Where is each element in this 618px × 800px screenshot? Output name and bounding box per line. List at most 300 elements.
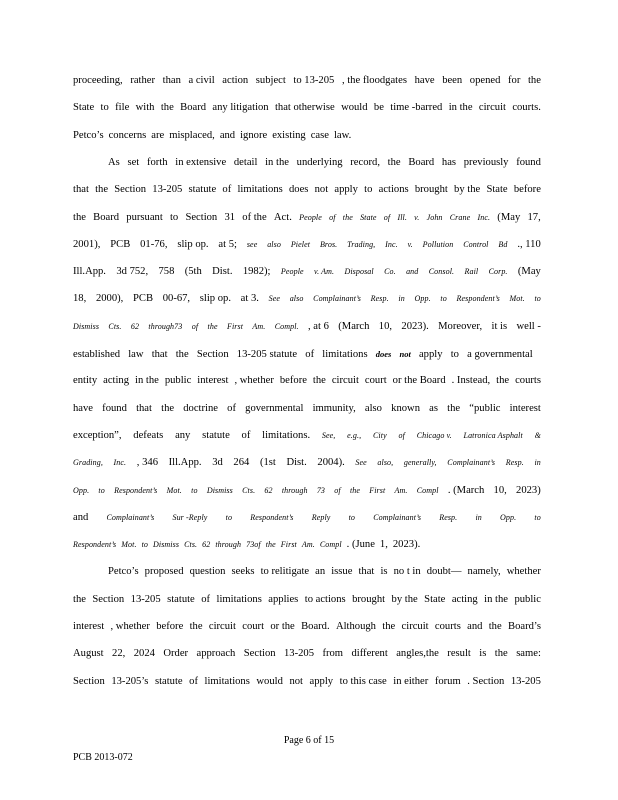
word: 1982); (242, 266, 271, 278)
citation-word: see (246, 239, 258, 249)
word: namely, (467, 566, 501, 578)
word: and (219, 129, 236, 141)
citation-word: through (281, 485, 308, 495)
citation-word: Resp. (439, 512, 458, 522)
citation-word: Respondent’s (114, 485, 158, 495)
word: approach (196, 648, 236, 660)
citation-word: the (342, 212, 353, 222)
citation-word: John (426, 212, 443, 222)
citation-word: First (369, 485, 386, 495)
citation-word: Inc. (113, 458, 127, 468)
word: of (241, 429, 251, 441)
word: 13-205 (284, 648, 315, 660)
citation-word: Respondent’s (456, 294, 500, 304)
word: not (314, 184, 329, 196)
citation-word: Reply (311, 512, 331, 522)
word: in extensive (175, 156, 227, 168)
citation-word: Bros. (319, 239, 338, 249)
word: doctrine (183, 402, 218, 414)
word: acting (103, 375, 130, 387)
word: the (488, 621, 502, 632)
page-number: 6 (305, 735, 311, 746)
word: statute (188, 184, 217, 196)
word: the (387, 156, 401, 168)
word: Moreover, (438, 320, 483, 332)
citation-word: City (372, 430, 387, 440)
word: Although (335, 621, 376, 632)
word: not (289, 675, 303, 687)
citation-word: Cts. (184, 540, 198, 550)
word: court (242, 621, 265, 632)
citation-word: Am. (301, 540, 315, 550)
citation-word: v. Am. (314, 267, 335, 277)
word: slip op. (199, 293, 231, 305)
citation-word: People (280, 267, 304, 277)
word: Board’s (508, 621, 541, 632)
word: apply (309, 675, 334, 687)
word: statute (202, 429, 230, 441)
word: of the (242, 211, 267, 223)
word: that (73, 184, 89, 196)
word: State (486, 184, 508, 196)
word: any litigation (212, 102, 269, 114)
word: action (222, 75, 249, 86)
word: public (514, 593, 541, 605)
word: Order (163, 648, 189, 660)
word: 01-76, (140, 238, 168, 250)
word: Dist. (286, 457, 307, 469)
citation-word: also (267, 239, 281, 249)
word: does (288, 184, 309, 196)
word: the (189, 621, 203, 632)
word: 18, (73, 293, 87, 305)
citation-word: Am. (252, 321, 266, 331)
text-line (73, 456, 541, 470)
word: 1, (379, 539, 388, 551)
word: any (175, 429, 191, 441)
word: misplaced, (169, 129, 215, 141)
word: file (115, 102, 130, 114)
word: by the (391, 593, 418, 605)
word: , whether (234, 375, 274, 387)
citation-word: Co. (384, 267, 396, 277)
word: 31 (224, 211, 236, 223)
citation-word: People (299, 212, 322, 222)
word: found (516, 156, 541, 168)
word: interest (509, 402, 541, 414)
word: the (73, 593, 86, 605)
emphasis-word: does (375, 349, 392, 359)
word: to (169, 211, 179, 223)
citation-word: 62 (264, 485, 273, 495)
word: . (June (346, 539, 375, 551)
citation-word: the (349, 485, 361, 495)
word: . (March (447, 484, 485, 496)
word: rather (130, 75, 156, 86)
citation-word: Compl (319, 540, 342, 550)
word: . Section (467, 675, 505, 687)
word: from (322, 648, 344, 660)
citation-word: to (191, 485, 198, 495)
citation-word: Resp. (505, 458, 524, 468)
text-line (73, 675, 541, 689)
word: that otherwise (274, 102, 335, 114)
word: , 346 (136, 457, 158, 469)
citation-word: Trading, (347, 239, 376, 249)
word: As (108, 156, 120, 168)
word: 13-205 (152, 184, 183, 196)
word: interest (73, 621, 105, 632)
word: concerns (108, 129, 147, 141)
word: that (151, 349, 168, 360)
citation-word: & (534, 430, 541, 440)
word: 2001), (73, 238, 101, 250)
word: pursuant (126, 211, 163, 223)
word: public (164, 375, 192, 387)
word: to (364, 184, 373, 196)
citation-word: First (226, 321, 244, 331)
text-line (73, 292, 541, 306)
citation-word: to (98, 485, 105, 495)
word: opened (469, 75, 501, 86)
word: limitations (204, 675, 250, 687)
word: ignore (240, 129, 268, 141)
word: to this case (339, 675, 387, 687)
word: established (73, 349, 121, 360)
word: result (447, 648, 471, 660)
word: brought (414, 184, 448, 196)
word: the (312, 375, 326, 387)
word: question (189, 566, 226, 578)
word: the (175, 349, 189, 360)
word: Board (180, 102, 207, 114)
word: circuit (208, 621, 236, 632)
word: the (160, 102, 174, 114)
word: 2024 (133, 648, 155, 660)
word: to relitigate (260, 566, 310, 578)
word: circuit (401, 621, 429, 632)
word: different (351, 648, 388, 660)
text-line (73, 593, 541, 607)
citation-word: in (534, 458, 541, 468)
word: 13-205’s (111, 675, 149, 687)
text-line (73, 238, 541, 252)
word: Board. (301, 621, 330, 632)
word: found (102, 402, 127, 414)
word: , the floodgates (341, 75, 407, 86)
word: previously (463, 156, 509, 168)
word: whether (506, 566, 541, 578)
text-line (108, 565, 541, 579)
word: statute (154, 675, 183, 687)
word: 17, (527, 211, 541, 223)
word: governmental (245, 402, 304, 414)
word: is (479, 648, 487, 660)
word: of (189, 675, 198, 687)
word: or the (270, 621, 295, 632)
text-line (73, 320, 541, 334)
citation-word: to (534, 294, 541, 304)
word: limitations (322, 349, 368, 360)
text-line (73, 620, 541, 634)
citation-word: in (398, 294, 405, 304)
word: seeks (231, 566, 255, 578)
citation-word: Latronica Asphalt (463, 430, 523, 440)
word: 2023). (401, 320, 429, 332)
text-line (73, 74, 541, 88)
word: court (364, 375, 387, 387)
word: 13-205 (130, 593, 161, 605)
text-line (73, 647, 541, 661)
word: subject (255, 75, 286, 86)
word: State (424, 593, 446, 605)
citation-word: the (265, 540, 276, 550)
word: forth (146, 156, 168, 168)
citation-word: See (355, 458, 367, 468)
word: Section (196, 349, 229, 360)
text-line (73, 183, 541, 197)
word: would (256, 675, 283, 687)
citation-word: of (383, 212, 391, 222)
word: Section (243, 648, 276, 660)
citation-word: Pielet (290, 239, 311, 249)
word: at 3. (240, 293, 259, 305)
citation-word: to (534, 512, 541, 522)
word: Dist. (212, 266, 233, 278)
citation-word: generally, (403, 458, 437, 468)
citation-word: Ill. (397, 212, 407, 222)
word: of (201, 593, 211, 605)
word: interest (197, 375, 229, 387)
citation-word: Corp. (488, 267, 508, 277)
citation-word: Opp. (500, 512, 517, 522)
word: 2023) (516, 484, 541, 496)
text-line (73, 429, 541, 443)
word: Ill.App. (73, 266, 106, 278)
word: are (151, 129, 165, 141)
citation-word: Complainant’s (447, 458, 496, 468)
word: have (414, 75, 435, 86)
word: 3d (212, 457, 223, 469)
citation-word: Dismiss (153, 540, 180, 550)
text-line (73, 484, 541, 498)
citation-word: of (191, 321, 199, 331)
text-line (73, 538, 541, 552)
word: before (279, 375, 307, 387)
word: limitations. (262, 429, 311, 441)
word: angles,the (396, 648, 439, 660)
citation-word: Complainant’s (106, 512, 155, 522)
word: of (222, 184, 232, 196)
word: before (513, 184, 541, 196)
citation-word: to (225, 512, 233, 522)
word: Board (408, 156, 435, 168)
citation-word: Resp. (370, 294, 389, 304)
word: Section (73, 675, 105, 687)
word: the (382, 621, 396, 632)
word: State (73, 102, 95, 114)
citation-word: Control (463, 239, 489, 249)
citation-word: Respondent’s (250, 512, 294, 522)
word: at 5; (218, 238, 237, 250)
citation-word: Grading, (73, 458, 103, 468)
word: detail (233, 156, 258, 168)
citation-word: See, (321, 430, 336, 440)
word: and (467, 621, 483, 632)
citation-word: Dismiss (206, 485, 233, 495)
word: courts (434, 621, 461, 632)
word: to 13-205 (293, 75, 335, 86)
word: has (441, 156, 457, 168)
word: time -barred (390, 102, 443, 114)
citation-word: Mot. (166, 485, 182, 495)
citation-word: Inc. (477, 212, 491, 222)
text-line (73, 211, 541, 225)
word: , whether (110, 621, 150, 632)
citation-word: Inc. (385, 239, 398, 249)
word: forum (434, 675, 461, 687)
citation-word: of (334, 485, 341, 495)
text-line (73, 402, 541, 416)
word: (1st (259, 457, 276, 469)
word: the (447, 402, 461, 414)
citation-word: First (280, 540, 297, 550)
word: the (494, 648, 508, 660)
word: PCB (110, 238, 131, 250)
word: the (527, 75, 541, 86)
word: Section (92, 593, 125, 605)
word: underlying (296, 156, 343, 168)
word: (March (338, 320, 370, 332)
word: known (391, 402, 420, 414)
text-line (73, 101, 541, 115)
word: ., 110 (517, 238, 541, 250)
word: a civil (188, 75, 215, 86)
word: (May (497, 211, 521, 223)
citation-word: of (329, 212, 336, 222)
word: (May (517, 266, 541, 278)
citation-word: Dismiss (73, 321, 100, 331)
citation-word: the (207, 321, 218, 331)
page-number-footer (0, 735, 618, 747)
citation-word: also, (377, 458, 394, 468)
word: law. (333, 129, 352, 141)
case-number: PCB 2013-072 (73, 752, 133, 763)
word: 758 (158, 266, 175, 278)
word: courts (515, 375, 541, 387)
word: have (73, 402, 93, 414)
word: 2000), (95, 293, 124, 305)
citation-word: Compl (416, 485, 439, 495)
word: “public (469, 402, 501, 414)
word: defeats (133, 429, 164, 441)
word: 13-205 statute (236, 349, 298, 360)
citation-word: Respondent’s (73, 540, 117, 550)
word: 10, (378, 320, 393, 332)
word: 2004). (317, 457, 345, 469)
word: Board (93, 211, 120, 223)
page-total: 15 (324, 735, 335, 746)
citation-word: to (348, 512, 356, 522)
word: limitations (237, 184, 283, 196)
text-line (108, 156, 541, 170)
word: applies (268, 593, 299, 605)
word: also (364, 402, 382, 414)
word: existing (272, 129, 306, 141)
word: circuit (478, 102, 506, 114)
word: Petco’s (73, 129, 104, 141)
citation-word: Mot. (509, 294, 525, 304)
citation-word: Sur -Reply (172, 512, 208, 522)
word: courts. (512, 102, 541, 114)
word: apply (418, 349, 443, 360)
emphasis-word: not (399, 349, 411, 359)
word: 264 (233, 457, 250, 469)
word: limitations (216, 593, 262, 605)
word: Petco’s (108, 566, 139, 578)
citation-word: Am. (394, 485, 408, 495)
word: exception”, (73, 429, 122, 441)
word: 2023). (392, 539, 421, 551)
word: proposed (144, 566, 184, 578)
word: law (128, 349, 144, 360)
citation-word: Rail (464, 267, 479, 277)
word: as (429, 402, 438, 414)
word: brought (352, 593, 386, 605)
citation-word: Chicago v. (416, 430, 452, 440)
text-line (73, 374, 541, 388)
citation-word: Mot. (121, 540, 137, 550)
word: acting (451, 593, 478, 605)
word: Ill.App. (168, 457, 202, 469)
citation-word: Bd (498, 239, 508, 249)
word: Section (185, 211, 218, 223)
citation-word: Complainant’s (373, 512, 422, 522)
word: well - (516, 320, 541, 332)
word: Section (114, 184, 147, 196)
word: it is (491, 320, 508, 332)
word: and (73, 511, 89, 523)
citation-word: through (215, 540, 242, 550)
word: issue (331, 566, 353, 578)
word: 10, (493, 484, 507, 496)
word: (5th (184, 266, 202, 278)
word: in the (265, 156, 289, 168)
word: be (373, 102, 384, 114)
word: that (136, 402, 152, 414)
word: that (358, 566, 375, 578)
word: is (380, 566, 388, 578)
citation-word: Consol. (428, 267, 455, 277)
word: than (162, 75, 181, 86)
word: August (73, 648, 104, 660)
word: the (496, 375, 510, 387)
citation-word: e.g., (347, 430, 362, 440)
word: an (315, 566, 326, 578)
word: immunity, (312, 402, 356, 414)
word: . Instead, (451, 375, 491, 387)
citation-word: also (289, 294, 304, 304)
word: Act. (273, 211, 292, 223)
word: set (127, 156, 140, 168)
text-line (73, 511, 541, 525)
word: for (508, 75, 521, 86)
word: circuit (331, 375, 359, 387)
citation-word: and (406, 267, 419, 277)
word: statute (167, 593, 195, 605)
citation-word: in (475, 512, 482, 522)
text-line (73, 265, 541, 279)
